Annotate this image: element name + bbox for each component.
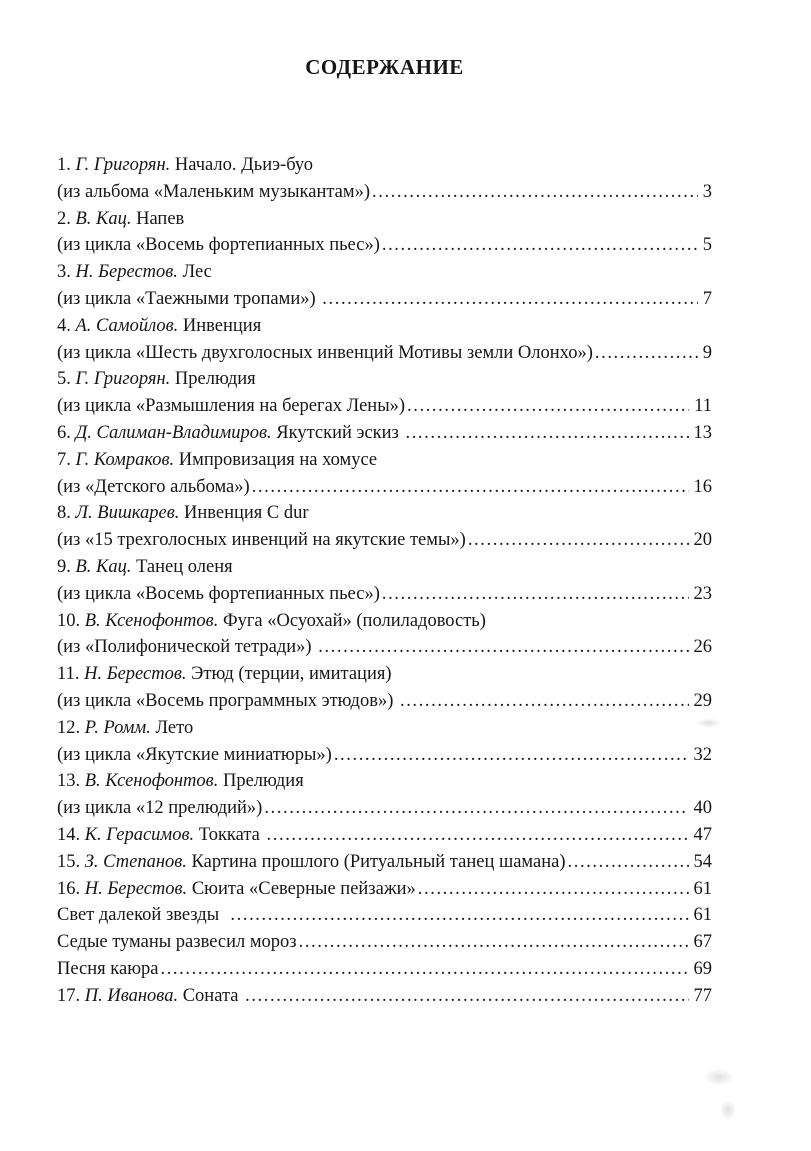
entry-text: (из цикла «Восемь фортепианных пьес») — [57, 583, 380, 604]
composer-name: Д. Салиман-Владимиров. — [75, 422, 272, 443]
toc-line — [57, 795, 712, 822]
entry-text: (из цикла «12 прелюдий») — [57, 798, 263, 819]
entry-text: 8. — [57, 503, 76, 524]
entry-text: 10. — [57, 610, 85, 631]
page-number: 67 — [693, 932, 712, 953]
dot-leader — [230, 902, 688, 929]
toc-line — [57, 876, 712, 903]
dot-leader — [382, 232, 698, 259]
entry-text: Песня каюра — [57, 958, 159, 979]
toc-entry-text — [57, 366, 256, 393]
toc-line — [57, 634, 712, 661]
toc-line — [57, 715, 712, 742]
scan-artifact — [704, 1068, 734, 1086]
toc-entry-text — [57, 259, 212, 286]
entry-text: 5. — [57, 369, 76, 390]
entry-text: Инвенция C dur — [179, 503, 309, 524]
entry-text: 12. — [57, 717, 85, 738]
composer-name: Г. Комраков. — [75, 449, 175, 470]
toc-line — [57, 983, 712, 1010]
entry-text: Этюд (терции, имитация) — [186, 664, 392, 685]
toc-entry-text — [57, 795, 262, 822]
dot-leader — [322, 286, 697, 313]
composer-name: Г. Григорян. — [75, 369, 171, 390]
page-number: 7 — [702, 288, 712, 309]
entry-text: Напев — [131, 208, 185, 229]
composer-name: В. Кац. — [75, 556, 132, 577]
toc-entry-text — [57, 581, 380, 608]
toc-entry-text — [57, 527, 466, 554]
entry-text: 1. — [57, 155, 76, 175]
page-number: 29 — [693, 690, 712, 711]
entry-text: Картина прошлого (Ритуальный танец шамана) — [186, 851, 566, 872]
composer-name: А. Самойлов. — [75, 315, 179, 336]
toc-line — [57, 849, 712, 876]
page-number: 16 — [693, 476, 712, 497]
entry-text: (из «Полифонической тетради») — [57, 637, 317, 658]
toc-line — [57, 929, 712, 956]
entry-text: Седые туманы развесил мороз — [57, 932, 297, 953]
toc-line — [57, 527, 712, 554]
entry-text: (из цикла «Шесть двухголосных инвенций Мотивы земли Олонхо») — [57, 342, 593, 363]
toc-entry-text — [57, 634, 316, 661]
toc-entry-text — [57, 849, 566, 876]
entry-text: Прелюдия — [170, 369, 256, 390]
composer-name: Л. Вишкарев. — [75, 503, 180, 524]
dot-leader — [382, 581, 689, 608]
composer-name: Р. Ромм. — [84, 717, 151, 738]
toc-entry-text — [57, 768, 304, 795]
toc-line — [57, 313, 712, 340]
entry-text: 16. — [57, 878, 85, 899]
entry-text: (из цикла «Восемь программных этюдов») — [57, 690, 398, 711]
toc-entry-text — [57, 929, 297, 956]
entry-text: 11. — [57, 664, 85, 685]
composer-name: П. Иванова. — [84, 985, 179, 1006]
toc-line — [57, 420, 712, 447]
composer-name: В. Ксенофонтов. — [84, 610, 219, 631]
entry-text: Инвенция — [178, 315, 262, 336]
entry-text: Токката — [194, 824, 265, 845]
toc-line — [57, 366, 712, 393]
composer-name: К. Герасимов. — [84, 824, 195, 845]
toc-line — [57, 688, 712, 715]
dot-leader — [418, 876, 689, 903]
toc-line — [57, 500, 712, 527]
entry-text: 14. — [57, 824, 85, 845]
entry-text: Якутский эскиз — [271, 422, 404, 443]
dot-leader — [405, 420, 688, 447]
dot-leader — [334, 742, 689, 769]
entry-text: Лес — [177, 262, 212, 283]
toc-line — [57, 232, 712, 259]
page-number: 20 — [693, 530, 712, 551]
dot-leader — [264, 795, 688, 822]
toc-entry-text — [57, 742, 332, 769]
page-number: 61 — [693, 905, 712, 926]
toc-line — [57, 179, 712, 206]
toc-entry-text — [57, 715, 193, 742]
toc-line — [57, 152, 712, 179]
composer-name: В. Ксенофонтов. — [84, 771, 219, 792]
composer-name: Н. Берестов. — [75, 262, 178, 283]
page-number: 77 — [693, 985, 712, 1006]
page-number: 26 — [693, 637, 712, 658]
entry-text: Сюита «Северные пейзажи» — [187, 878, 416, 899]
toc-entry-text — [57, 608, 486, 635]
toc-entry-text — [57, 983, 243, 1010]
dot-leader — [245, 983, 688, 1010]
dot-leader — [407, 393, 689, 420]
dot-leader — [318, 634, 688, 661]
page-number: 9 — [702, 342, 712, 363]
toc-entry-text — [57, 313, 261, 340]
entry-text: (из альбома «Маленьким музыкантам») — [57, 181, 370, 202]
toc-line — [57, 768, 712, 795]
dot-leader — [252, 474, 689, 501]
entry-text: 6. — [57, 422, 76, 443]
entry-text: 9. — [57, 556, 76, 577]
toc-entry-text — [57, 179, 370, 206]
page-number: 32 — [693, 744, 712, 765]
page-number: 11 — [694, 396, 712, 417]
toc-list — [57, 152, 712, 1010]
entry-text: Свет далекой звезды — [57, 905, 229, 926]
toc-entry-text — [57, 393, 405, 420]
dot-leader — [372, 179, 698, 206]
dot-leader — [595, 340, 698, 367]
toc-entry-text — [57, 902, 228, 929]
toc-entry-text — [57, 206, 184, 233]
dot-leader — [299, 929, 689, 956]
entry-text: Прелюдия — [218, 771, 304, 792]
toc-line — [57, 956, 712, 983]
toc-line — [57, 661, 712, 688]
entry-text: Фуга «Осуохай» (полиладовость) — [218, 610, 486, 631]
page-title: СОДЕРЖАНИЕ — [305, 55, 464, 79]
composer-name: Н. Берестов. — [84, 878, 188, 899]
page-number: 23 — [693, 583, 712, 604]
toc-line — [57, 581, 712, 608]
composer-name: Г. Григорян. — [75, 155, 171, 175]
toc-entry-text — [57, 420, 403, 447]
toc-line — [57, 902, 712, 929]
entry-text: (из «15 трехголосных инвенций на якутские темы») — [57, 530, 466, 551]
dot-leader — [568, 849, 689, 876]
toc-entry-text — [57, 340, 593, 367]
entry-text: 17. — [57, 985, 85, 1006]
toc-entry-text — [57, 956, 158, 983]
toc-line — [57, 340, 712, 367]
composer-name: З. Степанов. — [84, 851, 187, 872]
page-number: 5 — [702, 235, 712, 256]
toc-entry-text — [57, 474, 250, 501]
entry-text: 4. — [57, 315, 76, 336]
dot-leader — [468, 527, 689, 554]
entry-text: Танец оленя — [131, 556, 233, 577]
toc-entry-text — [57, 688, 398, 715]
toc-line — [57, 608, 712, 635]
toc-entry-text — [57, 152, 313, 179]
dot-leader — [267, 822, 689, 849]
entry-text: 15. — [57, 851, 85, 872]
page-number: 13 — [693, 422, 712, 443]
entry-text: 13. — [57, 771, 85, 792]
toc-line — [57, 742, 712, 769]
toc-entry-text — [57, 447, 377, 474]
entry-text: (из цикла «Размышления на берегах Лены») — [57, 396, 406, 417]
toc-line — [57, 447, 712, 474]
page-number: 54 — [693, 851, 712, 872]
toc-entry-text — [57, 500, 309, 527]
toc-line — [57, 474, 712, 501]
entry-text: 7. — [57, 449, 76, 470]
toc-entry-text — [57, 554, 233, 581]
toc-line — [57, 554, 712, 581]
entry-text: Импровизация на хомусе — [174, 449, 378, 470]
entry-text: (из цикла «Восемь фортепианных пьес») — [57, 235, 380, 256]
toc-line — [57, 822, 712, 849]
toc-line — [57, 286, 712, 313]
composer-name: В. Кац. — [75, 208, 132, 229]
dot-leader — [400, 688, 689, 715]
toc-entry-text — [57, 232, 380, 259]
toc-entry-text — [57, 822, 265, 849]
toc-line — [57, 206, 712, 233]
toc-entry-text — [57, 661, 392, 688]
entry-text: 3. — [57, 262, 76, 283]
page-number: 3 — [702, 181, 712, 202]
page-number: 61 — [693, 878, 712, 899]
entry-text: (из цикла «Таежными тропами») — [57, 288, 321, 309]
scan-artifact — [720, 1100, 736, 1120]
dot-leader — [160, 956, 688, 983]
page-number: 40 — [693, 798, 712, 819]
toc-line — [57, 393, 712, 420]
entry-text: Соната — [178, 985, 244, 1006]
entry-text: Начало. Дьиэ-буо — [170, 155, 313, 175]
toc-entry-text — [57, 286, 320, 313]
entry-text: 2. — [57, 208, 76, 229]
page-number: 47 — [693, 824, 712, 845]
page-number: 69 — [693, 958, 712, 979]
entry-text: Лето — [150, 717, 194, 738]
composer-name: Н. Берестов. — [84, 664, 187, 685]
entry-text: (из цикла «Якутские миниатюры») — [57, 744, 332, 765]
toc-entry-text — [57, 876, 416, 903]
toc-line — [57, 259, 712, 286]
entry-text: (из «Детского альбома») — [57, 476, 250, 497]
